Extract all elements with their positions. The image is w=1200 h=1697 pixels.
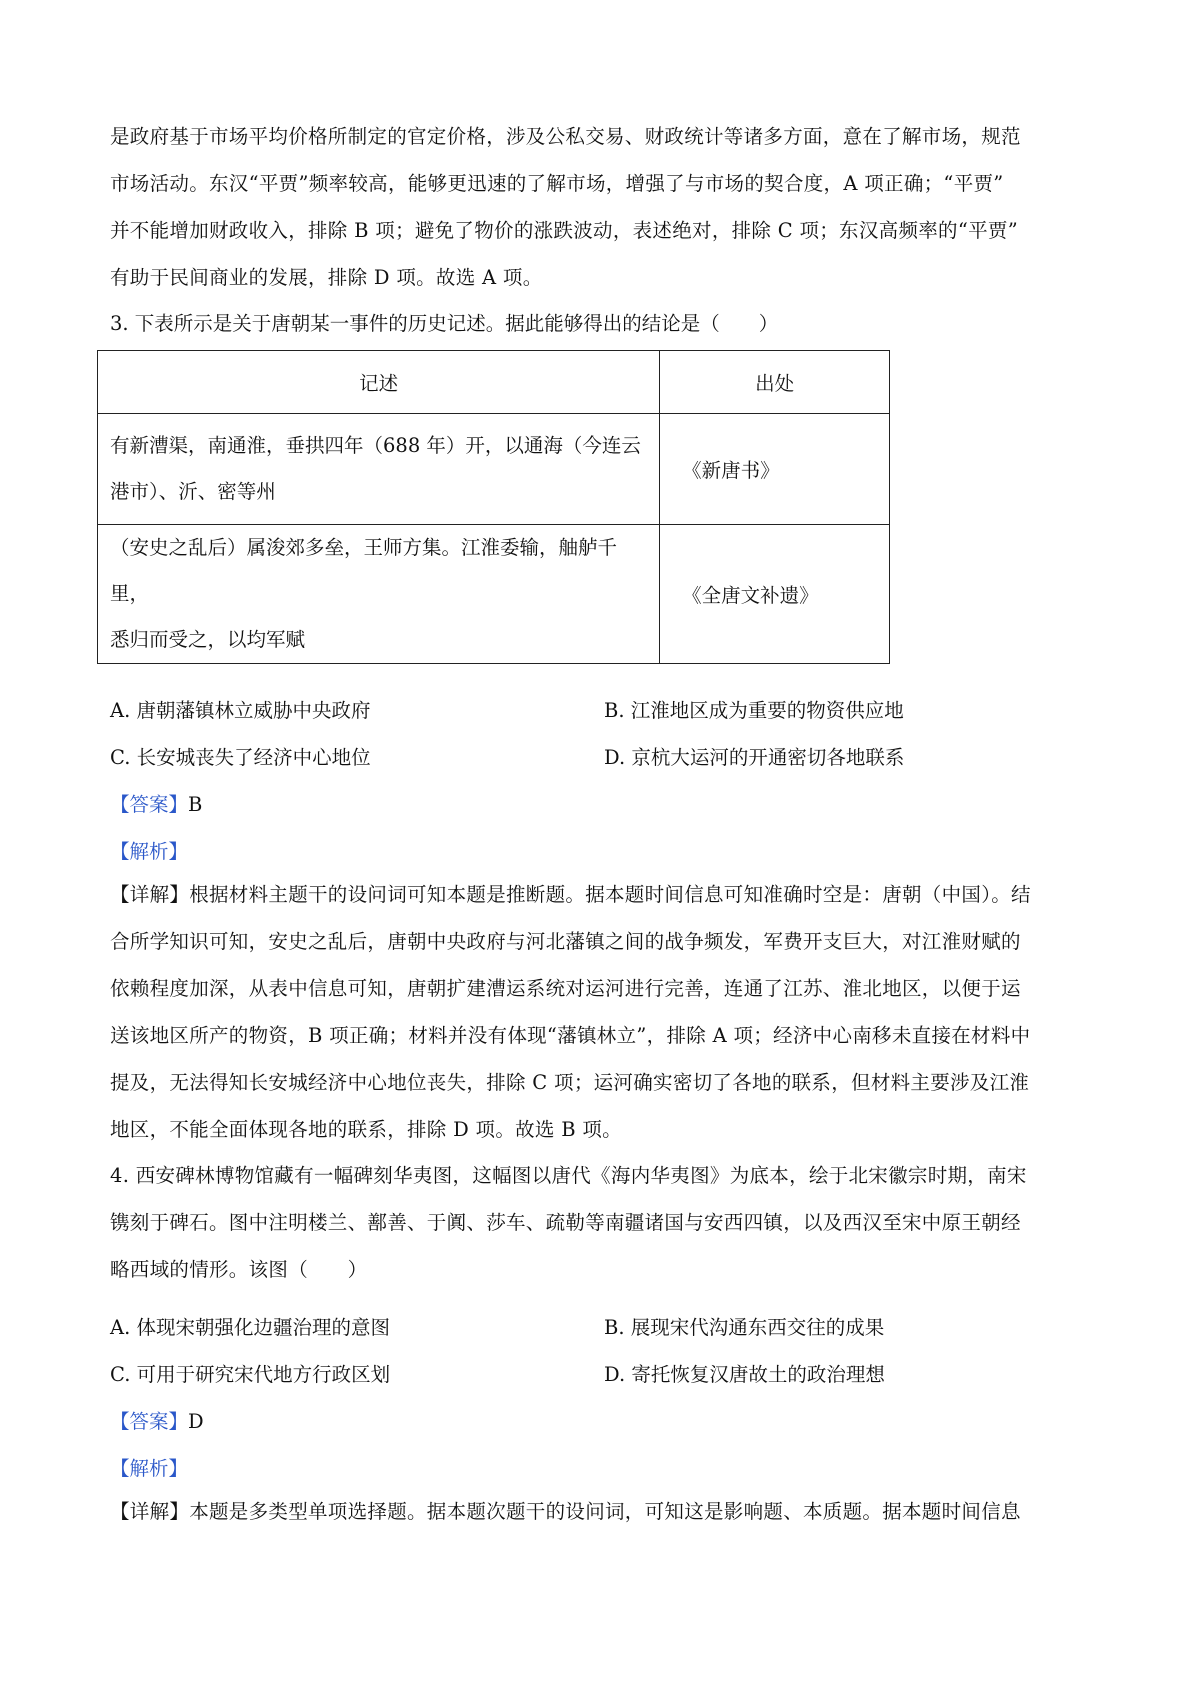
answer-tag: 【答案】 [110,1410,189,1433]
q4-option-d[interactable]: D. 寄托恢复汉唐故土的政治理想 [604,1363,885,1386]
q3-option-b[interactable]: B. 江淮地区成为重要的物资供应地 [604,699,904,722]
q4-option-b[interactable]: B. 展现宋代沟通东西交往的成果 [604,1316,885,1339]
header-record: 记述 [98,351,660,414]
q4-detail [110,1488,1100,1535]
q3-option-c[interactable]: C. 长安城丧失了经济中心地位 [110,746,371,769]
record-cell [98,525,660,664]
detail-line: 地区，不能全面体现各地的联系，排除 D 项。故选 B 项。 [110,1118,622,1141]
detail-line: 【详解】根据材料主题干的设问词可知本题是推断题。据本题时间信息可知准确时空是：唐朝（中国）。结 [110,883,1031,906]
stem-line: 镌刻于碑石。图中注明楼兰、鄯善、于阗、莎车、疏勒等南疆诸国与安西四镇，以及西汉至宋中原王朝经 [110,1211,1021,1234]
answer-tag: 【答案】 [110,793,189,816]
detail-line: 合所学知识可知，安史之乱后，唐朝中央政府与河北藩镇之间的战争频发，军费开支巨大，对江淮财赋的 [110,930,1021,953]
table-header-row [98,351,890,414]
record-cell [98,414,660,525]
record-line: 有新漕渠，南通淮，垂拱四年（688 年）开，以通海（今连云 [110,434,641,457]
q3-option-a[interactable]: A. 唐朝藩镇林立威胁中央政府 [110,699,371,722]
q3-source-table [97,350,890,664]
q4-option-a[interactable]: A. 体现宋朝强化边疆治理的意图 [110,1316,390,1339]
analysis-tag: 【解析】 [110,840,189,863]
q4-stem [110,1152,1100,1293]
source-cell: 《全唐文补遗》 [660,525,890,664]
detail-line: 送该地区所产的物资，B 项正确；材料并没有体现“藩镇林立”，排除 A 项；经济中心南移未直接在材料中 [110,1024,1031,1047]
answer-value: D [188,1410,204,1433]
source-cell: 《新唐书》 [660,414,890,525]
q4-option-c[interactable]: C. 可用于研究宋代地方行政区划 [110,1363,391,1386]
detail-line: 提及，无法得知长安城经济中心地位丧失，排除 C 项；运河确实密切了各地的联系，但材料主要涉及江淮 [110,1071,1030,1094]
table-row [98,414,890,525]
detail-line: 【详解】本题是多类型单项选择题。据本题次题干的设问词，可知这是影响题、本质题。据本题时间信息 [110,1500,1021,1523]
analysis-tag: 【解析】 [110,1457,189,1480]
paragraph-line: 有助于民间商业的发展，排除 D 项。故选 A 项。 [110,266,543,289]
q4-answer [110,1406,204,1438]
record-line: 悉归而受之，以均军赋 [110,628,306,651]
q3-stem: 3. 下表所示是关于唐朝某一事件的历史记述。据此能够得出的结论是（ ） [110,312,779,335]
table-row [98,525,890,664]
answer-value: B [188,793,203,816]
record-line: 港市）、沂、密等州 [110,480,276,503]
header-source: 出处 [660,351,890,414]
q3-analysis [110,836,188,868]
detail-tag: 【详解】 [110,1500,190,1523]
detail-tag: 【详解】 [110,883,190,906]
q3-option-d[interactable]: D. 京杭大运河的开通密切各地联系 [604,746,905,769]
q3-detail [110,871,1100,1153]
top-paragraph [110,113,1100,301]
paragraph-line: 是政府基于市场平均价格所制定的官定价格，涉及公私交易、财政统计等诸多方面，意在了解市场，规范 [110,125,1021,148]
record-line: （安史之乱后）属浚郊多垒，王师方集。江淮委输，舳舻千里， [110,536,618,605]
stem-line: 4. 西安碑林博物馆藏有一幅碑刻华夷图，这幅图以唐代《海内华夷图》为底本，绘于北宋徽宗时期，南宋 [110,1164,1027,1187]
paragraph-line: 市场活动。东汉“平贾”频率较高，能够更迅速的了解市场，增强了与市场的契合度，A 项正确；“平贾” [110,172,1004,195]
stem-line: 略西域的情形。该图（ ） [110,1258,368,1281]
q3-answer [110,789,202,821]
detail-line: 依赖程度加深，从表中信息可知，唐朝扩建漕运系统对运河进行完善，连通了江苏、淮北地区，以便于运 [110,977,1021,1000]
q4-analysis [110,1453,188,1485]
paragraph-line: 并不能增加财政收入，排除 B 项；避免了物价的涨跌波动，表述绝对，排除 C 项；东汉高频率的“平贾” [110,219,1018,242]
